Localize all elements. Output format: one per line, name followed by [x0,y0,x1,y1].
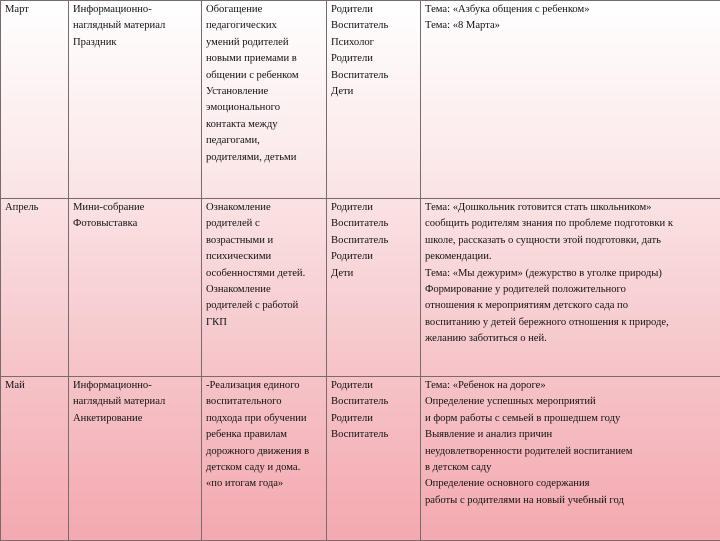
participants-cell: Родители Воспитатель Родители Воспитатель [327,377,421,541]
form-cell: Мини-собрание Фотовыставка [69,199,202,377]
month-cell: Апрель [1,199,69,377]
participants-cell: Родители Воспитатель Психолог Родители Воспитатель Дети [327,1,421,199]
participants-cell: Родители Воспитатель Воспитатель Родители Дети [327,199,421,377]
form-cell: Информационно- наглядный материал Анкетирование [69,377,202,541]
goal-cell: Ознакомление родителей с возрастными и психическими особенностями детей. Ознакомление родителей с работой ГКП [202,199,327,377]
topic-cell: Тема: «Азбука общения с ребенком» Тема: «8 Марта» [421,1,720,199]
form-cell: Информационно- наглядный материал Праздник [69,1,202,199]
goal-cell: -Реализация единого воспитательного подхода при обучении ребенка правилам дорожного движения в детском саду и дома. «по итогам года» [202,377,327,541]
table-row-april [1,199,720,377]
topic-cell: Тема: «Дошкольник готовится стать школьником» сообщить родителям знания по проблеме подготовки к школе, рассказать о сущности этой подготовки, дать рекомендации. Тема: «Мы дежурим» (дежурство в уголке природы) Формирование у родителей положительного отношения к мероприятиям детского сада по воспитанию у детей бережного отношения к природе, желанию заботиться о ней. [421,199,720,377]
goal-cell: Обогащение педагогических умений родителей новыми приемами в общении с ребенком Установление эмоционального контакта между педагогами, родителями, детьми [202,1,327,199]
table-row-may [1,377,720,541]
month-cell: Май [1,377,69,541]
topic-cell: Тема: «Ребенок на дороге» Определение успешных мероприятий и форм работы с семьей в прошедшем году Выявление и анализ причин неудовлетворенности родителей воспитанием в детском саду Определение основного содержания работы с родителями на новый учебный год [421,377,720,541]
month-cell: Март [1,1,69,199]
table-row-march [1,1,720,199]
